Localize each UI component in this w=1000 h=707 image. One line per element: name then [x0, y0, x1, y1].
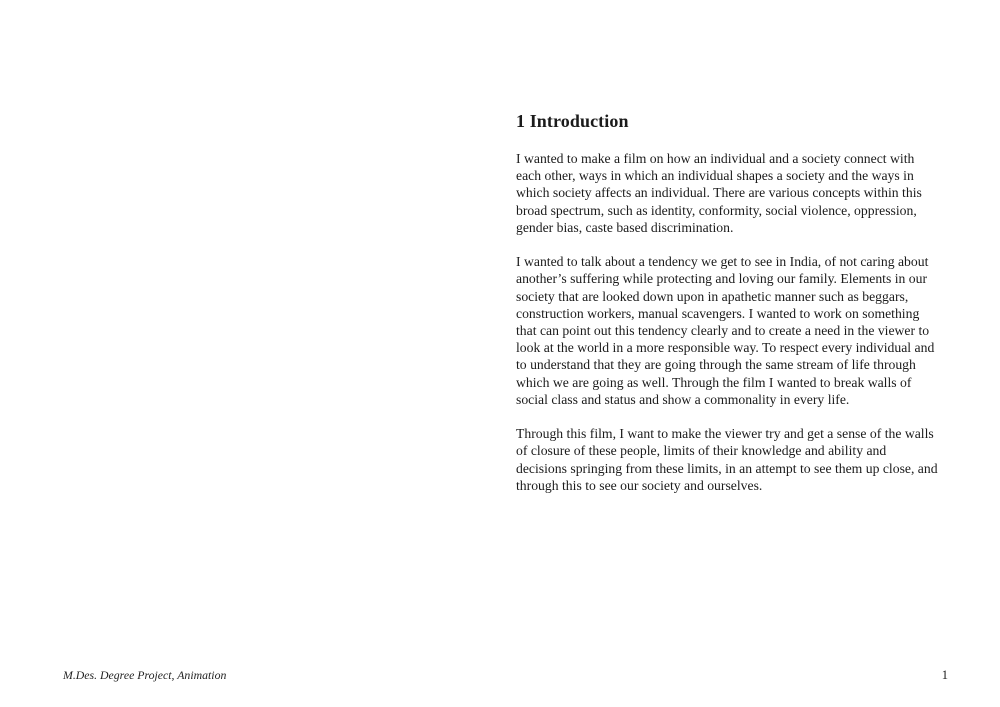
content-column [516, 109, 940, 511]
footer-running-title: M.Des. Degree Project, Animation [63, 668, 227, 682]
paragraph-3: Through this film, I want to make the viewer try and get a sense of the walls of closure of these people, limits of their knowledge and ability and decisions springing from these limits, in an attempt to see them up close, and through this to see our society and ourselves. [516, 426, 938, 493]
paragraph-2: I wanted to talk about a tendency we get to see in India, of not caring about another’s suffering while protecting and loving our family. Elements in our society that are looked down upon in apathetic manner such as beggars, construction workers, manual scavengers. I wanted to work on something that can point out this tendency clearly and to create a need in the viewer to look at the world in a more responsible way. To respect every individual and to understand that they are going through the same stream of life through which we are going as well. Through the film I wanted to break walls of social class and status and show a commonality in every life. [516, 254, 935, 407]
section-heading: 1 Introduction [516, 111, 629, 131]
page-number: 1 [941, 668, 948, 682]
paragraph-1: I wanted to make a film on how an individual and a society connect with each other, ways in which an individual shapes a society and the ways in which society affects an individual. There are various concepts within this broad spectrum, such as identity, conformity, social violence, oppression, gender bias, caste based discrimination. [516, 151, 922, 235]
